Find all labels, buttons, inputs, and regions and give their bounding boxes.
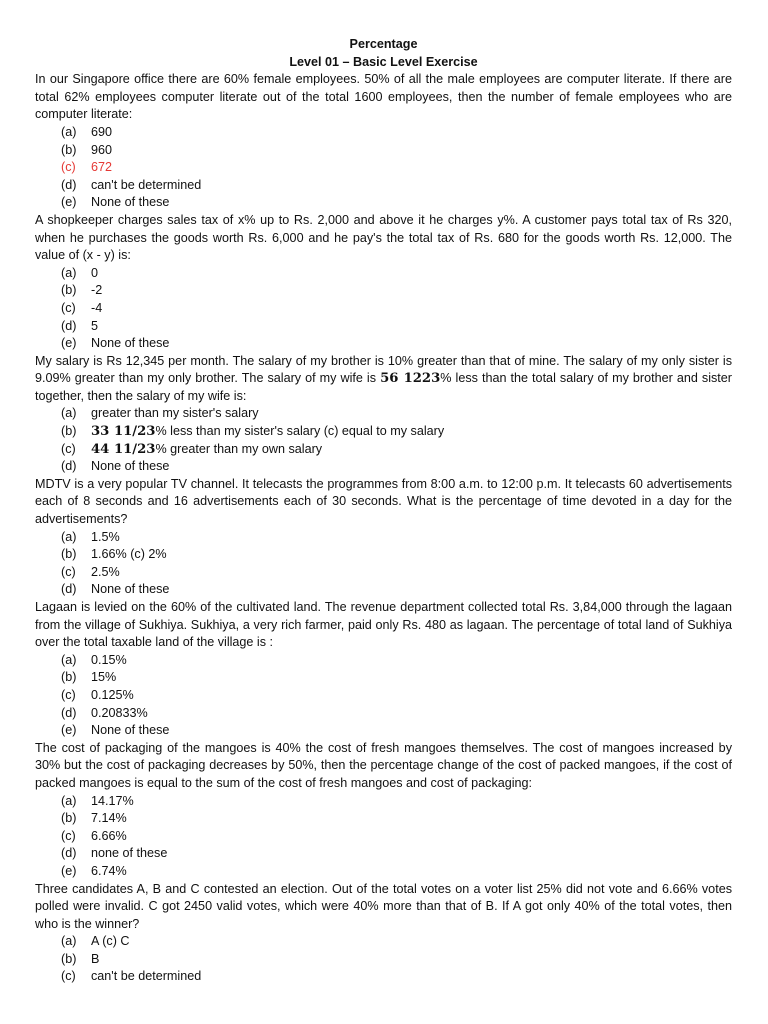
option-list [35, 793, 732, 881]
question-text: A shopkeeper charges sales tax of x% up to Rs. 2,000 and above it he charges y%. A customer pays total tax of Rs 320, when he purchases the goods worth Rs. 6,000 and he pay's the total tax of Rs. 680 for the goods worth Rs. 12,000. The value of (x - y) is: [35, 212, 732, 263]
option-text: 14.17% [91, 793, 134, 808]
option-text: 2.5% [91, 564, 120, 579]
option-label: (a) [61, 652, 77, 667]
option-text-wrap [91, 142, 112, 160]
option-text-wrap [91, 581, 169, 599]
option-text-wrap [91, 845, 167, 863]
question-block [35, 71, 732, 212]
option-text: 0.20833% [91, 705, 148, 720]
option-label: (b) [61, 547, 77, 562]
answer-option [35, 581, 732, 599]
answer-option [35, 652, 732, 670]
question-block [35, 212, 732, 353]
option-text: None of these [91, 195, 170, 210]
answer-option [35, 705, 732, 723]
answer-option [35, 423, 732, 441]
answer-option [35, 793, 732, 811]
option-label: (d) [61, 318, 77, 333]
option-label: (a) [61, 529, 77, 544]
option-text-wrap [91, 546, 167, 564]
question-text: The cost of packaging of the mangoes is 40% the cost of fresh mangoes themselves. The cost of mangoes increased by 30% but the cost of packaging decreases by 50%, then the percentage change of the cost of packed mangoes, if the cost of packed mangoes is equal to the sum of the cost of fresh mangoes and cost of packaging: [35, 740, 732, 790]
answer-option [35, 177, 732, 195]
option-text-wrap [91, 177, 201, 195]
document-subtitle: Level 01 – Basic Level Exercise [289, 54, 478, 69]
answer-option [35, 194, 732, 212]
option-label: (c) [61, 564, 76, 579]
option-text: 5 [91, 318, 99, 333]
option-label: (e) [61, 336, 77, 351]
math-fraction: 44 11/23 [91, 441, 156, 457]
answer-option [35, 951, 732, 969]
option-label: (d) [61, 582, 77, 597]
option-label: (a) [61, 124, 77, 139]
option-text: 1.66% (c) 2% [91, 547, 167, 562]
option-list [35, 529, 732, 599]
option-text-wrap [91, 194, 169, 212]
answer-option [35, 405, 732, 423]
option-label: (c) [61, 828, 76, 843]
option-label: (e) [61, 723, 77, 738]
option-text-wrap [91, 441, 322, 459]
answer-option [35, 265, 732, 283]
option-text-wrap [91, 669, 116, 687]
question-block [35, 476, 732, 599]
answer-option [35, 142, 732, 160]
option-label: (d) [61, 177, 77, 192]
option-text: None of these [91, 336, 170, 351]
answer-option [35, 124, 732, 142]
option-text-wrap [91, 810, 127, 828]
option-label: (b) [61, 424, 77, 439]
answer-option [35, 828, 732, 846]
answer-option [35, 863, 732, 881]
answer-option [35, 669, 732, 687]
option-text: greater than my sister's salary [91, 406, 259, 421]
option-text-wrap [91, 318, 98, 336]
option-text: 15% [91, 670, 117, 685]
option-text-wrap [91, 933, 129, 951]
option-text: 960 [91, 142, 113, 157]
question-block [35, 740, 732, 881]
option-text-wrap [91, 423, 444, 441]
option-text: none of these [91, 846, 168, 861]
option-text-wrap [91, 529, 120, 547]
option-label: (b) [61, 811, 77, 826]
option-label: (b) [61, 951, 77, 966]
answer-option [35, 546, 732, 564]
option-text-wrap [91, 687, 134, 705]
option-label: (b) [61, 670, 77, 685]
option-text: -2 [91, 283, 103, 298]
option-text-wrap [91, 265, 98, 283]
answer-option [35, 722, 732, 740]
question-text: Lagaan is levied on the 60% of the cultivated land. The revenue department collected total Rs. 3,84,000 through the lagaan from the village of Sukhiya. Sukhiya, a very rich farmer, paid only Rs. 480 as lagaan. The percentage of total land of Sukhiya over the total taxable land of the village is : [35, 600, 732, 650]
option-text-wrap [91, 705, 148, 723]
question-text [35, 353, 732, 406]
answer-option [35, 933, 732, 951]
option-text-wrap [91, 951, 99, 969]
option-label: (e) [61, 195, 77, 210]
option-list [35, 933, 732, 986]
option-text: 6.74% [91, 863, 127, 878]
option-label: (d) [61, 705, 77, 720]
option-label: (c) [61, 687, 76, 702]
option-text-wrap [91, 722, 169, 740]
option-label: (c) [61, 160, 76, 175]
question-block [35, 599, 732, 740]
option-list [35, 405, 732, 475]
answer-option [35, 845, 732, 863]
option-text: % less than my sister's salary (c) equal to my salary [155, 424, 445, 439]
option-label: (d) [61, 459, 77, 474]
option-label: (a) [61, 793, 77, 808]
option-text-wrap [91, 159, 112, 177]
question-text-part: % less than the total salary of my brother and sister together, then the salary of my wife is: [35, 371, 733, 403]
option-text-wrap [91, 564, 120, 582]
document-title: Percentage [349, 37, 418, 51]
option-text-wrap [91, 968, 201, 986]
question-block [35, 881, 732, 987]
option-text: None of these [91, 459, 170, 474]
option-label: (a) [61, 265, 77, 280]
option-text-wrap [91, 652, 127, 670]
option-text: can't be determined [91, 969, 202, 984]
option-text: 6.66% [91, 828, 127, 843]
answer-option [35, 564, 732, 582]
option-label: (a) [61, 406, 77, 421]
answer-option [35, 335, 732, 353]
option-label: (a) [61, 934, 77, 949]
option-label: (c) [61, 969, 76, 984]
option-text-wrap [91, 458, 169, 476]
option-text: A (c) C [91, 934, 130, 949]
answer-option [35, 318, 732, 336]
option-text-wrap [91, 335, 169, 353]
answer-option [35, 529, 732, 547]
option-text-wrap [91, 300, 102, 318]
math-fraction: 33 11/23 [91, 424, 156, 440]
option-text: 690 [91, 124, 113, 139]
answer-option [35, 300, 732, 318]
option-text: 7.14% [91, 811, 127, 826]
option-text: 0 [91, 265, 99, 280]
option-text: can't be determined [91, 177, 202, 192]
option-label: (b) [61, 142, 77, 157]
option-text: -4 [91, 300, 103, 315]
option-text-wrap [91, 405, 259, 423]
question-list [35, 71, 732, 986]
option-label: (c) [61, 441, 76, 456]
option-text-wrap [91, 863, 127, 881]
option-text-wrap [91, 793, 134, 811]
answer-option [35, 687, 732, 705]
option-text: 1.5% [91, 529, 120, 544]
answer-option [35, 968, 732, 986]
option-text: B [91, 951, 100, 966]
option-text: 0.125% [91, 687, 134, 702]
option-list [35, 124, 732, 212]
answer-option [35, 282, 732, 300]
answer-option [35, 159, 732, 177]
question-text: MDTV is a very popular TV channel. It telecasts the programmes from 8:00 a.m. to 12:00 p.m. It telecasts 60 advertisements each of 8 seconds and 16 advertisements each of 30 seconds. What is the percentage of time devoted in a day for the advertisements? [35, 476, 732, 527]
question-text-part: My salary is Rs 12,345 per month. The salary of my brother is 10% greater than that of mine. The salary of my only sister is 9.09% greater than my only brother. The salary of my wife is [35, 353, 732, 386]
question-block [35, 353, 732, 476]
option-label: (d) [61, 846, 77, 861]
option-list [35, 265, 732, 353]
option-text: 672 [91, 160, 113, 175]
option-text: None of these [91, 723, 170, 738]
option-text-wrap [91, 828, 127, 846]
question-text: In our Singapore office there are 60% female employees. 50% of all the male employees are computer literate. If there are total 62% employees computer literate out of the total 1600 employees, then the number of female employees who are computer literate: [35, 72, 732, 122]
option-label: (e) [61, 863, 77, 878]
option-text-wrap [91, 282, 102, 300]
option-list [35, 652, 732, 740]
option-label: (c) [61, 300, 76, 315]
option-text-wrap [91, 124, 112, 142]
answer-option [35, 458, 732, 476]
option-text: % greater than my own salary [155, 441, 323, 456]
question-text: Three candidates A, B and C contested an election. Out of the total votes on a voter list 25% did not vote and 6.66% votes polled were invalid. C got 2450 valid votes, which were 40% more than that of B. If A got only 40% of the total votes, then who is the winner? [35, 881, 732, 931]
option-label: (b) [61, 283, 77, 298]
document-page [35, 36, 732, 986]
answer-option [35, 810, 732, 828]
option-text: 0.15% [91, 652, 127, 667]
option-text: None of these [91, 582, 170, 597]
math-fraction: 56 1223 [380, 371, 441, 387]
answer-option [35, 441, 732, 459]
